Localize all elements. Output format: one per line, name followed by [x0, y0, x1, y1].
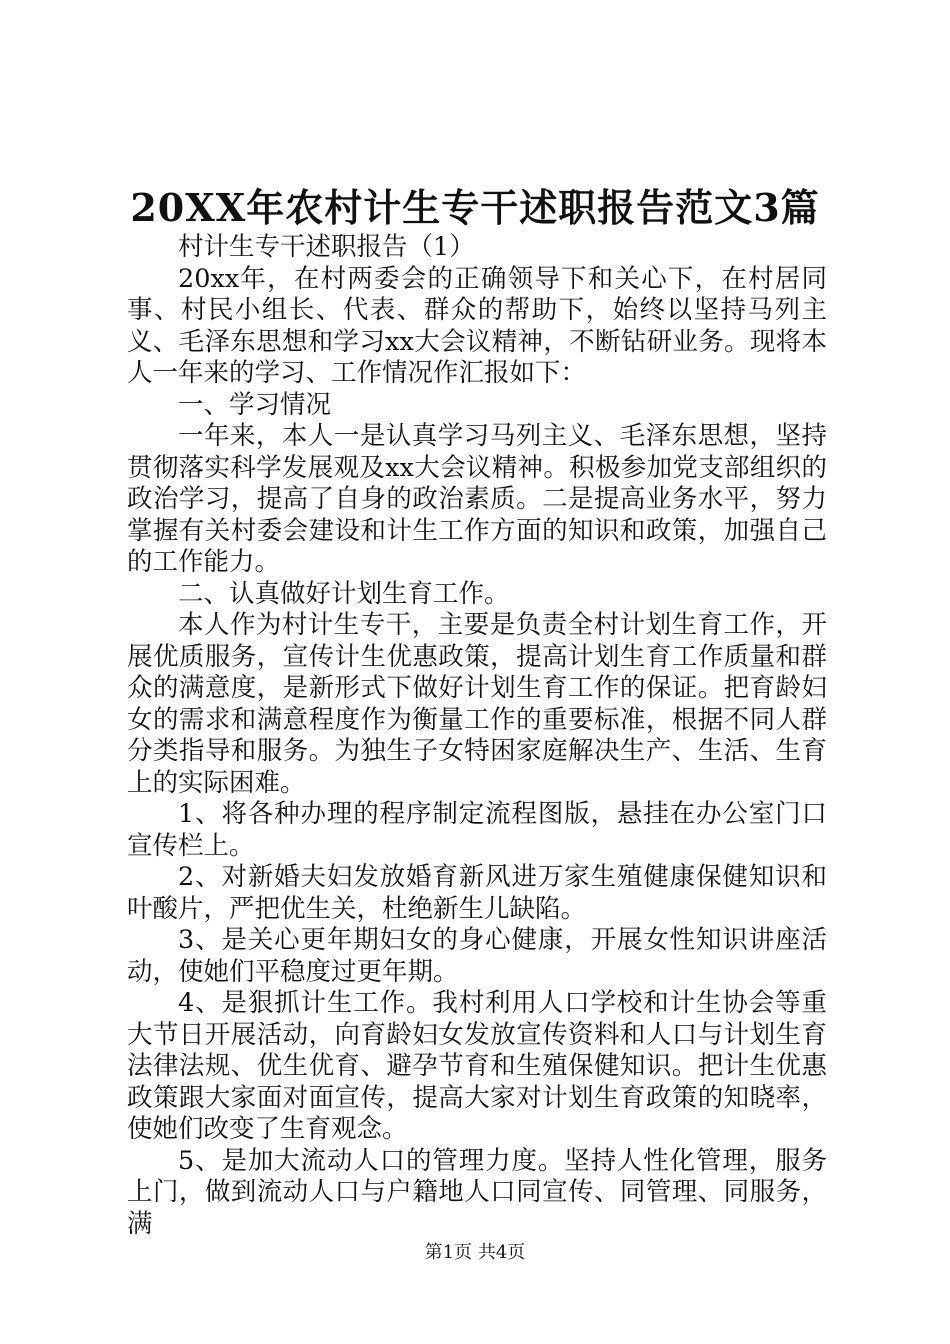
paragraph: 本人作为村计生专干，主要是负责全村计划生育工作，开展优质服务，宣传计生优惠政策，提高计划生育工作质量和群众的满意度，是新形式下做好计划生育工作的保证。把育龄妇女的需求和满意程度作为衡量工作的重要标准，根据不同人群分类指导和服务。为独生子女特困家庭解决生产、生活、生育上的实际困难。	[127, 610, 827, 798]
section-heading: 村计生专干述职报告（1）	[178, 232, 475, 262]
paragraph: 一年来，本人一是认真学习马列主义、毛泽东思想，坚持贯彻落实科学发展观及xx大会议精神。积极参加党支部组织的政治学习，提高了自身的政治素质。二是提高业务水平，努力掌握有关村委会建设和计生工作方面的知识和政策，加强自己的工作能力。	[127, 421, 827, 577]
document-body	[127, 232, 827, 1240]
list-item: 4、是狠抓计生工作。我村利用人口学校和计生协会等重大节日开展活动，向育龄妇女发放宣传资料和人口与计划生育法律法规、优生优育、避孕节育和生殖保健知识。把计生优惠政策跟大家面对面宣传，提高大家对计划生育政策的知晓率，使她们改变了生育观念。	[127, 988, 827, 1144]
section-heading: 二、认真做好计划生育工作。	[178, 578, 510, 609]
section-heading: 一、学习情况	[178, 389, 332, 420]
paragraph: 20xx年，在村两委会的正确领导下和关心下，在村居同事、村民小组长、代表、群众的帮助下，始终以坚持马列主义、毛泽东思想和学习xx大会议精神，不断钻研业务。现将本人一年来的学习、工作情况作汇报如下：	[127, 263, 827, 388]
document-title: 20XX年农村计生专干述职报告范文3篇	[130, 185, 820, 230]
list-item: 5、是加大流动人口的管理力度。坚持人性化管理，服务上门，做到流动人口与户籍地人口同宣传、同管理、同服务，满	[127, 1145, 827, 1239]
page-number: 第1页 共4页	[424, 1242, 526, 1263]
list-item: 1、将各种办理的程序制定流程图版，悬挂在办公室门口宣传栏上。	[127, 799, 827, 861]
list-item: 2、对新婚夫妇发放婚育新风进万家生殖健康保健知识和叶酸片，严把优生关，杜绝新生儿缺陷。	[127, 862, 827, 924]
list-item: 3、是关心更年期妇女的身心健康，开展女性知识讲座活动，使她们平稳度过更年期。	[127, 925, 827, 987]
